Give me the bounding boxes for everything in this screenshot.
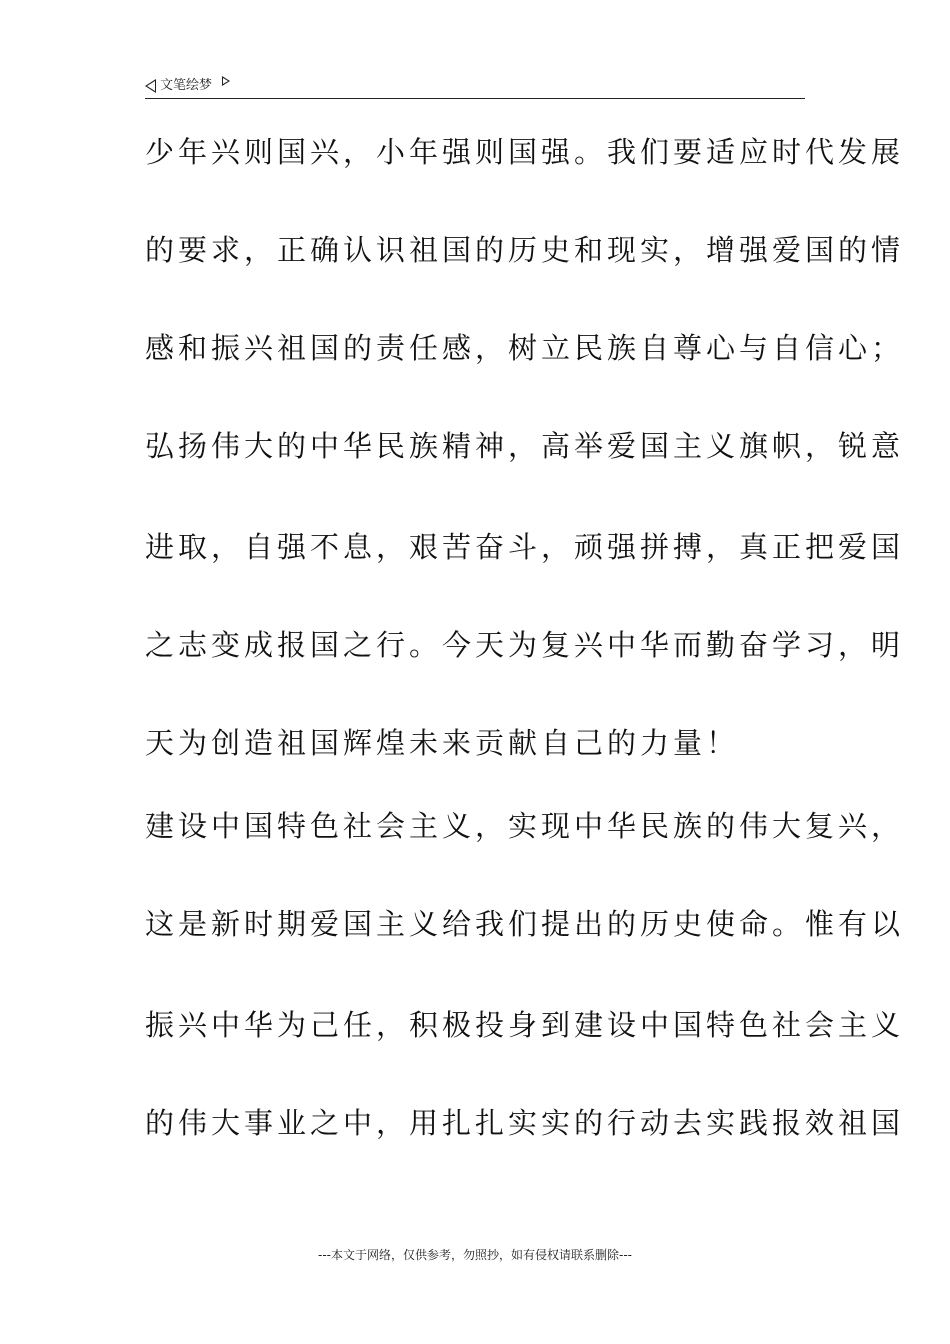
header-title: 文笔绘梦 [160, 78, 213, 93]
body-line-9: 这是新时期爱国主义给我们提出的历史使命。惟有以 [145, 907, 905, 941]
triangle-right-icon [222, 76, 230, 86]
footer-notice: ---本文于网络，仅供参考，勿照抄，如有侵权请联系删除--- [318, 1248, 632, 1262]
body-line-2: 的要求，正确认识祖国的历史和现实，增强爱国的情 [145, 233, 905, 267]
page-header [145, 72, 805, 99]
triangle-left-icon [145, 79, 156, 93]
body-line-6: 之志变成报国之行。今天为复兴中华而勤奋学习，明 [145, 628, 905, 662]
body-line-4: 弘扬伟大的中华民族精神，高举爱国主义旗帜，锐意 [145, 429, 905, 463]
body-line-5: 进取，自强不息，艰苦奋斗，顽强拼搏，真正把爱国 [145, 530, 905, 564]
body-line-1: 少年兴则国兴，小年强则国强。我们要适应时代发展 [145, 135, 905, 169]
body-line-7: 天为创造祖国辉煌未来贡献自己的力量！ [145, 726, 740, 760]
body-line-11: 的伟大事业之中，用扎扎实实的行动去实践报效祖国 [145, 1106, 905, 1140]
body-line-3: 感和振兴祖国的责任感，树立民族自尊心与自信心； [145, 331, 905, 365]
body-line-10: 振兴中华为己任，积极投身到建设中国特色社会主义 [145, 1008, 905, 1042]
header-title-group [145, 74, 230, 93]
body-line-8: 建设中国特色社会主义，实现中华民族的伟大复兴， [145, 809, 905, 843]
